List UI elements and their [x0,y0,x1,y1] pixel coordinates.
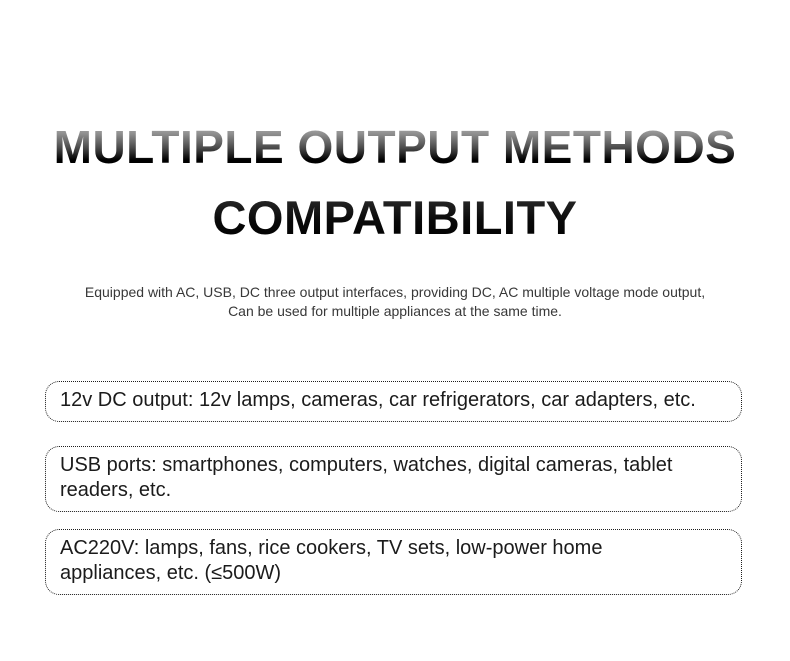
subtitle-line2: Can be used for multiple appliances at the same time. [228,303,562,319]
output-box-dc [45,381,742,422]
page-title-line1: MULTIPLE OUTPUT METHODS [0,124,790,170]
subtitle [0,283,790,321]
output-box-usb [45,446,742,512]
subtitle-line1: Equipped with AC, USB, DC three output interfaces, providing DC, AC multiple voltage mode output, [84,284,706,300]
output-box-ac-text-line1: AC220V: lamps, fans, rice cookers, TV sets, low-power home [60,537,603,559]
output-box-usb-text-line1: USB ports: smartphones, computers, watches, digital cameras, tablet [60,454,673,476]
output-box-ac-text-line2: appliances, etc. (≤500W) [60,562,282,584]
output-box-usb-text-line2: readers, etc. [60,479,172,501]
page-title-line2: COMPATIBILITY [0,194,790,241]
output-box-ac [45,529,742,595]
output-box-dc-text: 12v DC output: 12v lamps, cameras, car refrigerators, car adapters, etc. [60,389,696,411]
